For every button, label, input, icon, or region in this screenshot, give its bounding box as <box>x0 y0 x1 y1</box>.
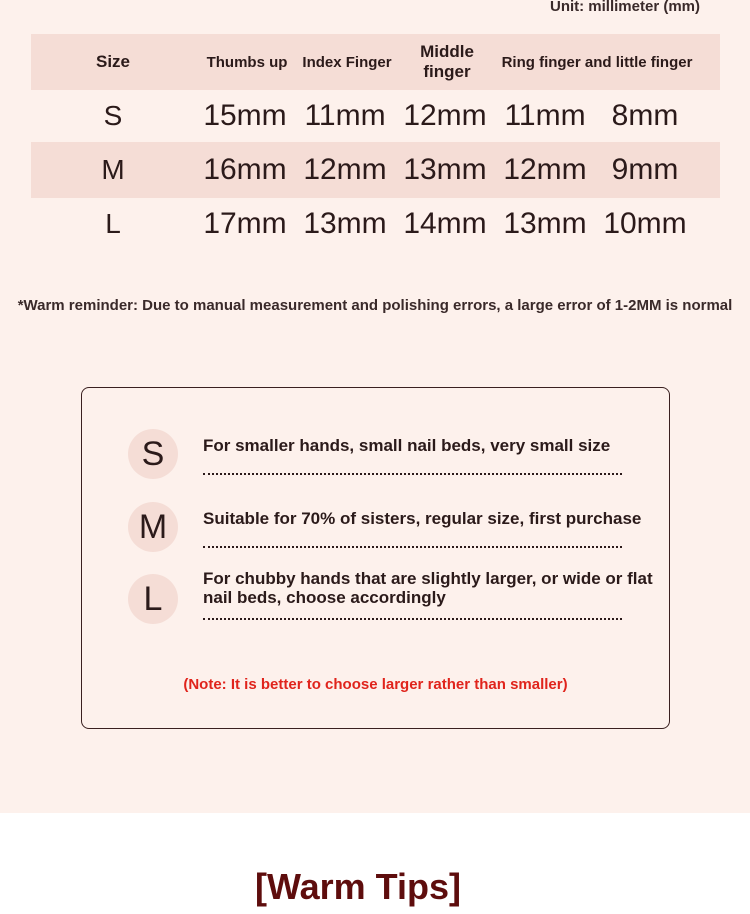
cell-value: 14mm <box>403 207 487 240</box>
table-row <box>31 90 720 142</box>
guide-description: For smaller hands, small nail beds, very small size <box>203 436 611 455</box>
row-size: S <box>103 100 123 131</box>
cell-value: 13mm <box>303 207 387 240</box>
cell-value: 12mm <box>503 153 587 186</box>
guide-description: For chubby hands that are slightly larger, or wide or flat nail beds, choose accordingly <box>203 569 653 607</box>
table-row <box>31 198 720 250</box>
cell-value: 9mm <box>611 153 679 186</box>
size-badge: M <box>128 502 178 552</box>
cell-value: 13mm <box>403 153 487 186</box>
cell-value: 8mm <box>611 99 679 132</box>
header-middle: Middle finger <box>420 42 474 81</box>
cell-value: 16mm <box>203 153 287 186</box>
warm-tips-title: [Warm Tips] <box>254 866 461 907</box>
cell-value: 12mm <box>403 99 487 132</box>
dotted-divider <box>203 473 622 475</box>
table-header-row <box>31 34 720 90</box>
header-index: Index Finger <box>302 53 392 71</box>
row-size: L <box>105 208 121 239</box>
dotted-divider <box>203 618 622 620</box>
size-badge: S <box>128 429 178 479</box>
warm-reminder: *Warm reminder: Due to manual measurement and polishing errors, a large error of 1-2MM is normal <box>17 297 733 314</box>
row-size: M <box>101 154 125 185</box>
size-note: (Note: It is better to choose larger rather than smaller) <box>183 676 568 693</box>
table-row <box>31 142 720 198</box>
header-thumb: Thumbs up <box>206 53 288 71</box>
size-badge: L <box>128 574 178 624</box>
guide-description: Suitable for 70% of sisters, regular size, first purchase <box>203 509 642 528</box>
header-ring-little: Ring finger and little finger <box>501 53 693 71</box>
size-guide-box <box>81 387 670 729</box>
header-size: Size <box>95 52 131 71</box>
cell-value: 11mm <box>304 99 386 132</box>
cell-value: 10mm <box>603 207 687 240</box>
cell-value: 12mm <box>303 153 387 186</box>
cell-value: 11mm <box>504 99 586 132</box>
cell-value: 15mm <box>203 99 287 132</box>
size-table <box>31 34 720 250</box>
dotted-divider <box>203 546 622 548</box>
cell-value: 17mm <box>203 207 287 240</box>
cell-value: 13mm <box>503 207 587 240</box>
unit-label: Unit: millimeter (mm) <box>549 0 700 15</box>
